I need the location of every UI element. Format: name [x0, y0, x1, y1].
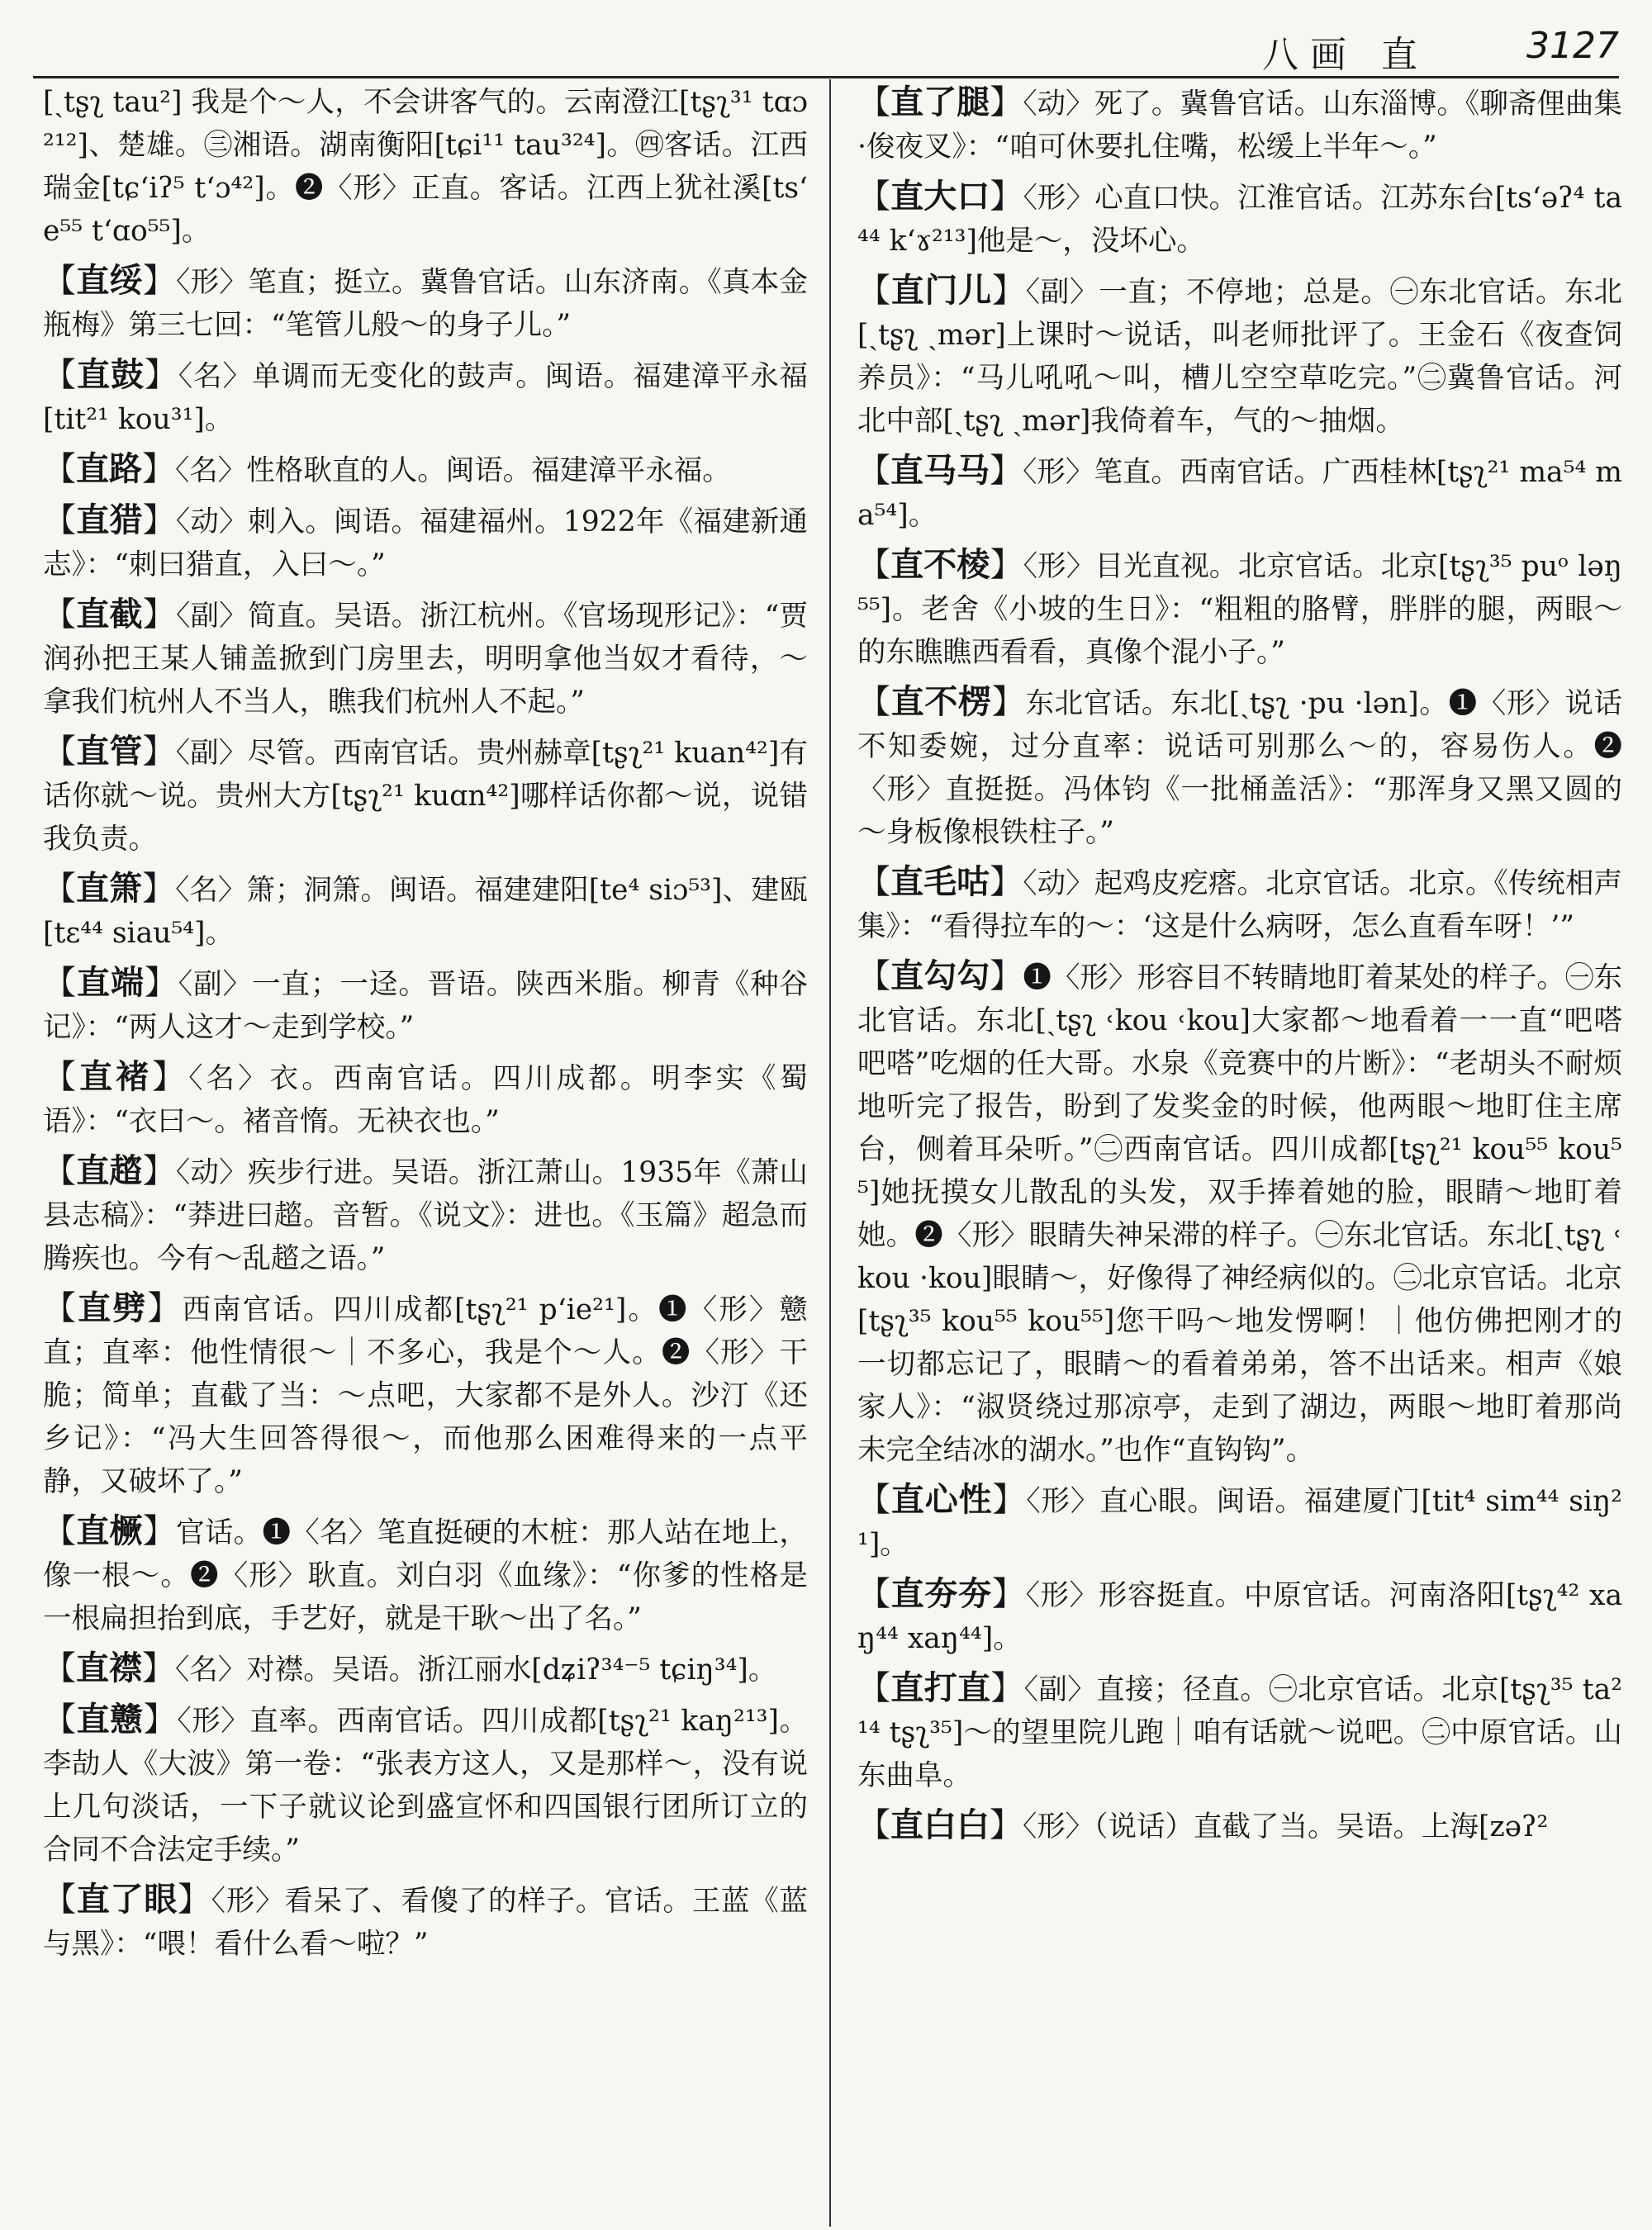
column-divider — [829, 79, 831, 2227]
dictionary-entry — [43, 593, 808, 724]
headword-close-bracket: 】 — [990, 957, 1023, 995]
headword-close-bracket: 】 — [152, 1058, 189, 1096]
headword: 直门儿 — [890, 271, 992, 310]
headword: 直褚 — [79, 1057, 153, 1096]
headword-open-bracket: 【 — [43, 501, 77, 539]
entry-definition: 〈副〉一直；不停地；总是。㊀东北官话。东北[ˏtʂʅ ˏmər]上课时～说话，叫老师批评了。王金石《夜查饲养员》：“马儿吼吼～叫，槽儿空空草吃完。”㊁冀鲁官话。河北中部[ˏtʂʅ ˏmər]我倚着车，气的～抽烟。 — [857, 276, 1622, 438]
dictionary-entry — [43, 1510, 808, 1640]
dictionary-entry — [857, 449, 1622, 537]
headword: 直管 — [76, 732, 143, 771]
headword: 直心性 — [890, 1480, 993, 1519]
entry-definition: 〈形〉（说话）直截了当。吴语。上海[zəʔ² — [1023, 1810, 1549, 1843]
headword: 直白白 — [890, 1805, 990, 1844]
dictionary-entry — [857, 81, 1622, 168]
dictionary-entry — [43, 448, 808, 492]
headword: 直打直 — [890, 1668, 991, 1707]
dictionary-entry — [43, 730, 808, 861]
headword-open-bracket: 【 — [43, 733, 77, 771]
entry-definition: ❶〈形〉形容目不转睛地盯着某处的样子。㊀东北官话。东北[ˏtʂʅ ˓kou ˓kou]大家都～地看着一一直“吧嗒吧嗒”吃烟的任大哥。水泉《竞赛中的片断》：“老胡头不耐烦地听完了报告，盼到了发奖金的时候，他两眼～地盯住主席台，侧着耳朵听。”㊁西南官话。四川成都[tʂʅ²¹ kou⁵⁵ kou⁵⁵]她抚摸女儿散乱的头发，双手捧着她的脸，眼睛～地盯着她。❷〈形〉眼睛失神呆滞的样子。㊀东北官话。东北[ˏtʂʅ ˓kou ·kou]眼睛～，好像得了神经病似的。㊁北京官话。北京[tʂʅ³⁵ kou⁵⁵ kou⁵⁵]您干吗～地发愣啊！｜他仿佛把刚才的一切都忘记了，眼睛～的看着弟弟，答不出话来。相声《娘家人》：“淑贤绕过那凉亭，走到了湖边，两眼～地盯着那尚未完全结冰的湖水。”也作“直钩钩”。 — [857, 961, 1622, 1467]
entry-definition: 〈副〉直接；径直。㊀北京官话。北京[tʂʅ³⁵ ta²¹⁴ tʂʅ³⁵]～的望里院儿跑｜咱有话就～说吧。㊁中原官话。山东曲阜。 — [857, 1673, 1622, 1792]
dictionary-entry — [43, 1287, 808, 1503]
section-title: 八画 直 — [1262, 34, 1429, 76]
headword: 直绥 — [76, 261, 143, 300]
headword: 直趦 — [76, 1151, 143, 1190]
headword: 直鼓 — [76, 355, 145, 394]
headword: 直箫 — [76, 869, 143, 908]
headword-open-bracket: 【 — [43, 1649, 76, 1687]
dictionary-entry — [857, 543, 1622, 674]
entry-definition: 〈形〉直心眼。闽语。福建厦门[tit⁴ sim⁴⁴ siŋ²¹]。 — [857, 1485, 1622, 1561]
dictionary-entry — [43, 1698, 808, 1872]
headword-close-bracket: 】 — [142, 1152, 176, 1190]
headword-close-bracket: 】 — [990, 452, 1023, 490]
headword-open-bracket: 【 — [857, 1575, 891, 1613]
headword-close-bracket: 】 — [990, 1806, 1023, 1844]
headword-open-bracket: 【 — [43, 450, 76, 488]
headword-close-bracket: 】 — [142, 595, 176, 633]
headword-close-bracket: 】 — [990, 546, 1023, 584]
page-header — [33, 17, 1619, 78]
headword-open-bracket: 【 — [857, 1669, 891, 1707]
headword: 直马马 — [890, 451, 990, 490]
headword-close-bracket: 】 — [990, 83, 1023, 121]
right-column — [857, 81, 1622, 2220]
headword-open-bracket: 【 — [43, 1058, 80, 1096]
headword-close-bracket: 】 — [142, 501, 176, 539]
headword-close-bracket: 】 — [147, 1289, 183, 1327]
headword: 直不楞 — [890, 682, 992, 721]
dictionary-entry — [857, 681, 1622, 854]
headword: 直猎 — [76, 501, 143, 539]
headword-open-bracket: 【 — [857, 957, 891, 995]
headword-close-bracket: 】 — [991, 1575, 1026, 1613]
headword-close-bracket: 】 — [142, 262, 177, 300]
entry-definition: 〈名〉箫；洞箫。闽语。福建建阳[te⁴ siɔ⁵³]、建瓯[tɛ⁴⁴ siau⁵⁴]。 — [43, 874, 808, 950]
headword-open-bracket: 【 — [857, 1806, 890, 1844]
headword: 直了腿 — [890, 83, 990, 121]
headword-close-bracket: 】 — [144, 964, 178, 1002]
entry-definition: 〈名〉对襟。吴语。浙江丽水[dʑiʔ³⁴⁻⁵ tɕiŋ³⁴]。 — [175, 1654, 777, 1687]
entry-definition: 〈形〉看呆了、看傻了的样子。官话。王蓝《蓝与黑》：“喂！看什么看～啦？” — [43, 1885, 808, 1961]
dictionary-entry — [857, 955, 1622, 1472]
entry-definition: 〈动〉死了。冀鲁官话。山东淄博。《聊斋俚曲集·俊夜叉》：“咱可休要扎住嘴，松缓上半年～。” — [857, 88, 1622, 164]
headword: 直了眼 — [76, 1880, 178, 1919]
dictionary-entry — [43, 259, 808, 347]
entry-definition: 〈形〉笔直。西南官话。广西桂林[tʂʅ²¹ ma⁵⁴ ma⁵⁴]。 — [857, 456, 1622, 532]
headword: 直橛 — [76, 1511, 143, 1550]
headword: 直勾勾 — [890, 956, 990, 995]
dictionary-entry — [43, 1056, 808, 1143]
entry-definition: 〈名〉衣。西南官话。四川成都。明李实《蜀语》：“衣曰～。褚音惰。无袂衣也。” — [43, 1062, 808, 1138]
entry-definition: 〈动〉刺入。闽语。福建福州。1922年《福建新通志》：“刺曰猎直，入曰～。” — [43, 505, 808, 581]
headword: 直劈 — [78, 1288, 148, 1327]
headword-open-bracket: 【 — [43, 870, 77, 908]
entry-definition: 〈动〉疾步行进。吴语。浙江萧山。1935年《萧山县志稿》：“莽进曰趦。音暂。《说文》：进也。《玉篇》超急而腾疾也。今有～乱趦之语。” — [43, 1156, 808, 1275]
headword-open-bracket: 【 — [857, 1481, 891, 1519]
headword-close-bracket: 】 — [990, 1669, 1024, 1707]
headword: 直毛咕 — [890, 862, 990, 901]
headword-open-bracket: 【 — [857, 863, 891, 901]
headword: 直端 — [76, 963, 145, 1002]
headword-open-bracket: 【 — [43, 595, 77, 633]
entry-definition: 〈形〉直率。西南官话。四川成都[tʂʅ²¹ kaŋ²¹³]。李劼人《大波》第一卷：“张表方这人，又是那样～，没有说上几句淡话，一下子就议论到盛宣怀和四国银行团所订立的合同不合法定手续。” — [43, 1705, 808, 1867]
headword-open-bracket: 【 — [43, 262, 77, 300]
headword-open-bracket: 【 — [43, 1701, 77, 1739]
headword: 直襟 — [76, 1649, 142, 1687]
entry-definition: 〈名〉性格耿直的人。闽语。福建漳平永福。 — [175, 454, 731, 487]
headword-close-bracket: 】 — [142, 733, 176, 771]
entry-definition: 东北官话。东北[ˏtʂʅ ·pu ·lən]。❶〈形〉说话不知委婉，过分直率：说话可别那么～的，容易伤人。❷〈形〉直挺挺。冯体钧《一批桶盖活》：“那浑身又黑又圆的～身板像根铁柱子。” — [857, 687, 1622, 849]
entry-definition: 〈副〉尽管。西南官话。贵州赫章[tʂʅ²¹ kuan⁴²]有话你就～说。贵州大方[tʂʅ²¹ kuɑn⁴²]哪样话你都～说，说错我负责。 — [43, 737, 808, 856]
headword-open-bracket: 【 — [857, 452, 891, 490]
headword-open-bracket: 【 — [43, 356, 77, 394]
entry-definition: 西南官话。四川成都[tʂʅ²¹ pʻie²¹]。❶〈形〉戆直；直率：他性情很～｜不多心，我是个～人。❷〈形〉干脆；简单；直截了当：～点吧，大家都不是外人。沙汀《还乡记》：“冯大生回答得很～，而他那么困难得来的一点平静，又破坏了。” — [43, 1293, 808, 1498]
dictionary-entry — [43, 961, 808, 1049]
entry-definition: 〈形〉笔直；挺立。冀鲁官话。山东济南。《真本金瓶梅》第三七回：“笔管儿般～的身子儿。” — [43, 266, 808, 342]
entry-definition: 〈副〉简直。吴语。浙江杭州。《官场现形记》：“贾润孙把王某人铺盖掀到门房里去，明明拿他当奴才看待，～拿我们杭州人不当人，瞧我们杭州人不起。” — [43, 600, 808, 719]
left-column — [43, 81, 808, 2220]
dictionary-entry — [857, 1667, 1622, 1797]
dictionary-entry — [43, 1647, 808, 1691]
headword-close-bracket: 】 — [144, 356, 178, 394]
headword-close-bracket: 】 — [990, 178, 1023, 216]
dictionary-entry — [857, 1573, 1622, 1660]
headword-open-bracket: 【 — [857, 83, 891, 121]
headword-open-bracket: 【 — [43, 1289, 78, 1327]
dictionary-entry — [857, 1804, 1622, 1848]
headword-close-bracket: 】 — [992, 1481, 1027, 1519]
headword-close-bracket: 】 — [142, 1649, 175, 1687]
headword-open-bracket: 【 — [43, 1512, 77, 1550]
headword-close-bracket: 】 — [990, 863, 1023, 901]
headword: 直截 — [76, 595, 143, 633]
headword-open-bracket: 【 — [43, 1152, 77, 1190]
dictionary-entry — [857, 269, 1622, 443]
headword: 直路 — [76, 449, 142, 488]
headword: 直大口 — [890, 177, 990, 216]
dictionary-entry — [857, 861, 1622, 948]
dictionary-entry — [43, 1878, 808, 1966]
headword-open-bracket: 【 — [857, 178, 891, 216]
headword: 直不棱 — [890, 545, 990, 584]
headword-close-bracket: 】 — [991, 683, 1026, 721]
continued-entry-text: [ˏtʂʅ tau²] 我是个～人，不会讲客气的。云南澄江[tʂʅ³¹ tɑɔ²¹²]、楚雄。㊂湘语。湖南衡阳[tɕi¹¹ tau³²⁴]。㊃客话。江西瑞金[tɕʻiʔ⁵ tʻɔ⁴²]。❷〈形〉正直。客话。江西上犹社溪[tsʻe⁵⁵ tʻɑo⁵⁵]。 — [43, 86, 808, 248]
dictionary-entry — [43, 867, 808, 955]
entry-definition: 〈形〉形容挺直。中原官话。河南洛阳[tʂʅ⁴² xaŋ⁴⁴ xaŋ⁴⁴]。 — [857, 1579, 1622, 1655]
headword-open-bracket: 【 — [857, 546, 891, 584]
page-number: 3127 — [1526, 25, 1619, 67]
headword: 直夯夯 — [890, 1574, 992, 1613]
entry-definition: 〈名〉单调而无变化的鼓声。闽语。福建漳平永福[tit²¹ kou³¹]。 — [43, 360, 808, 436]
entry-definition: 〈形〉心直口快。江淮官话。江苏东台[tsʻəʔ⁴ ta⁴⁴ kʻɤ²¹³]他是～，没坏心。 — [857, 182, 1622, 258]
entry-definition: 〈动〉起鸡皮疙瘩。北京官话。北京。《传统相声集》：“看得拉车的～：‘这是什么病呀，怎么直看车呀！’” — [857, 867, 1622, 943]
headword-close-bracket: 】 — [142, 450, 175, 488]
headword-close-bracket: 】 — [142, 870, 176, 908]
headword-close-bracket: 】 — [143, 1701, 178, 1739]
entry-definition: 〈形〉目光直视。北京官话。北京[tʂʅ³⁵ puᵒ ləŋ⁵⁵]。老舍《小坡的生日》：“粗粗的胳臂，胖胖的腿，两眼～的东瞧瞧西看看，真像个混小子。” — [857, 550, 1622, 669]
dictionary-entry — [43, 1150, 808, 1280]
headword-close-bracket: 】 — [142, 1512, 177, 1550]
dictionary-entry — [43, 499, 808, 586]
entry-definition: 官话。❶〈名〉笔直挺硬的木桩：那人站在地上，像一根～。❷〈形〉耿直。刘白羽《血缘》：“你爹的性格是一根扁担抬到底，手艺好，就是干耿～出了名。” — [43, 1516, 808, 1635]
headword-open-bracket: 【 — [857, 683, 891, 721]
headword-close-bracket: 】 — [992, 272, 1026, 310]
headword-close-bracket: 】 — [178, 1881, 211, 1919]
dictionary-entry — [857, 175, 1622, 263]
dictionary-entry — [43, 353, 808, 441]
entry-definition: 〈副〉一直；一迳。晋语。陕西米脂。柳青《种谷记》：“两人这才～走到学校。” — [43, 968, 808, 1044]
headword-open-bracket: 【 — [43, 1881, 77, 1919]
headword-open-bracket: 【 — [857, 272, 891, 310]
headword: 直戆 — [76, 1700, 144, 1739]
dictionary-entry — [857, 1478, 1622, 1566]
headword-open-bracket: 【 — [43, 964, 77, 1002]
